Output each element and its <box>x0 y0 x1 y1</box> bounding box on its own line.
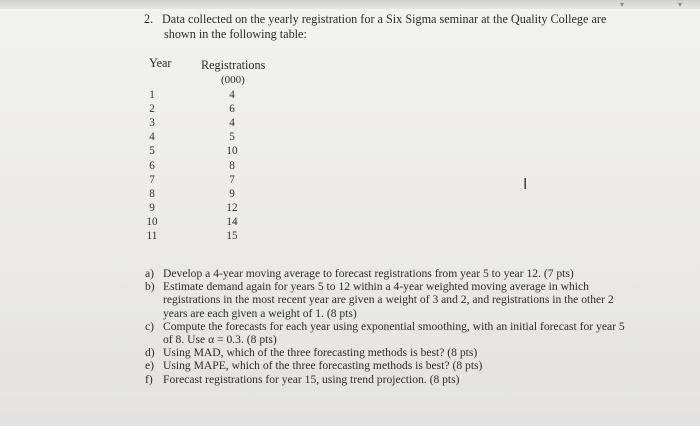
registration-cell: 4 <box>229 117 235 130</box>
registrations-column-header: Registrations <box>201 58 266 72</box>
registration-cell: 6 <box>229 103 235 116</box>
top-mark: ▾ <box>620 0 625 9</box>
task-label: b) <box>145 280 155 294</box>
task-label: d) <box>145 346 155 360</box>
registration-cell: 10 <box>226 145 238 158</box>
task-text: Forecast registrations for year 15, using trend projection. (8 pts) <box>163 372 460 386</box>
registration-cell: 14 <box>226 215 238 228</box>
task-text: Using MAD, which of the three forecasting methods is best? (8 pts) <box>163 346 478 360</box>
registration-cell: 12 <box>226 201 238 214</box>
task-item <box>145 267 625 280</box>
task-item <box>145 373 625 386</box>
task-item <box>145 346 625 359</box>
question-number: 2. <box>144 12 154 26</box>
task-list <box>145 267 625 386</box>
year-cell: 5 <box>149 145 155 158</box>
registration-cell: 8 <box>229 159 235 172</box>
task-text: Estimate demand again for years 5 to 12 within a 4-year weighted moving average in which registrations in the most recent year are given a weight of 3 and 2, and registrations in the other 2 years are each given a weight of 1. (8 pts) <box>163 280 614 320</box>
question-intro <box>144 12 624 42</box>
year-cell: 1 <box>149 89 155 101</box>
task-item <box>145 320 625 346</box>
year-cell: 10 <box>146 215 158 228</box>
year-cell: 8 <box>149 187 155 200</box>
task-label: c) <box>145 319 155 333</box>
year-cell: 2 <box>149 103 155 116</box>
registration-cell: 9 <box>229 187 235 200</box>
task-label: a) <box>145 267 155 280</box>
registration-cell: 7 <box>229 173 235 186</box>
task-text: Using MAPE, which of the three forecasting methods is best? (8 pts) <box>163 359 483 373</box>
top-toolbar-strip <box>0 0 700 9</box>
task-item <box>145 359 625 372</box>
year-cell: 3 <box>149 117 155 130</box>
question-line-2: shown in the following table: <box>164 27 307 41</box>
task-label: f) <box>145 372 153 386</box>
task-text: Develop a 4-year moving average to forecast registrations from year 5 to year 12. (7 pts) <box>163 267 574 280</box>
year-cell: 4 <box>149 131 155 144</box>
task-item <box>145 280 625 320</box>
year-cell: 7 <box>149 173 155 186</box>
registration-cell: 15 <box>226 230 238 242</box>
year-cell: 6 <box>149 159 155 172</box>
year-cell: 11 <box>146 230 158 242</box>
task-label: e) <box>145 359 155 373</box>
text-cursor-icon: I <box>523 175 528 193</box>
registration-cell: 4 <box>229 89 235 101</box>
task-text: Compute the forecasts for each year using exponential smoothing, with an initial forecast for year 5 of 8. Use α = 0.3. (8 pts) <box>163 319 625 347</box>
top-mark: ▾ <box>678 0 683 9</box>
year-cell: 9 <box>149 201 155 214</box>
question-line-1: Data collected on the yearly registration for a Six Sigma seminar at the Quality College are <box>162 12 607 26</box>
year-column-header: Year <box>149 56 172 70</box>
registrations-unit: (000) <box>221 74 245 86</box>
registration-cell: 5 <box>229 131 235 144</box>
